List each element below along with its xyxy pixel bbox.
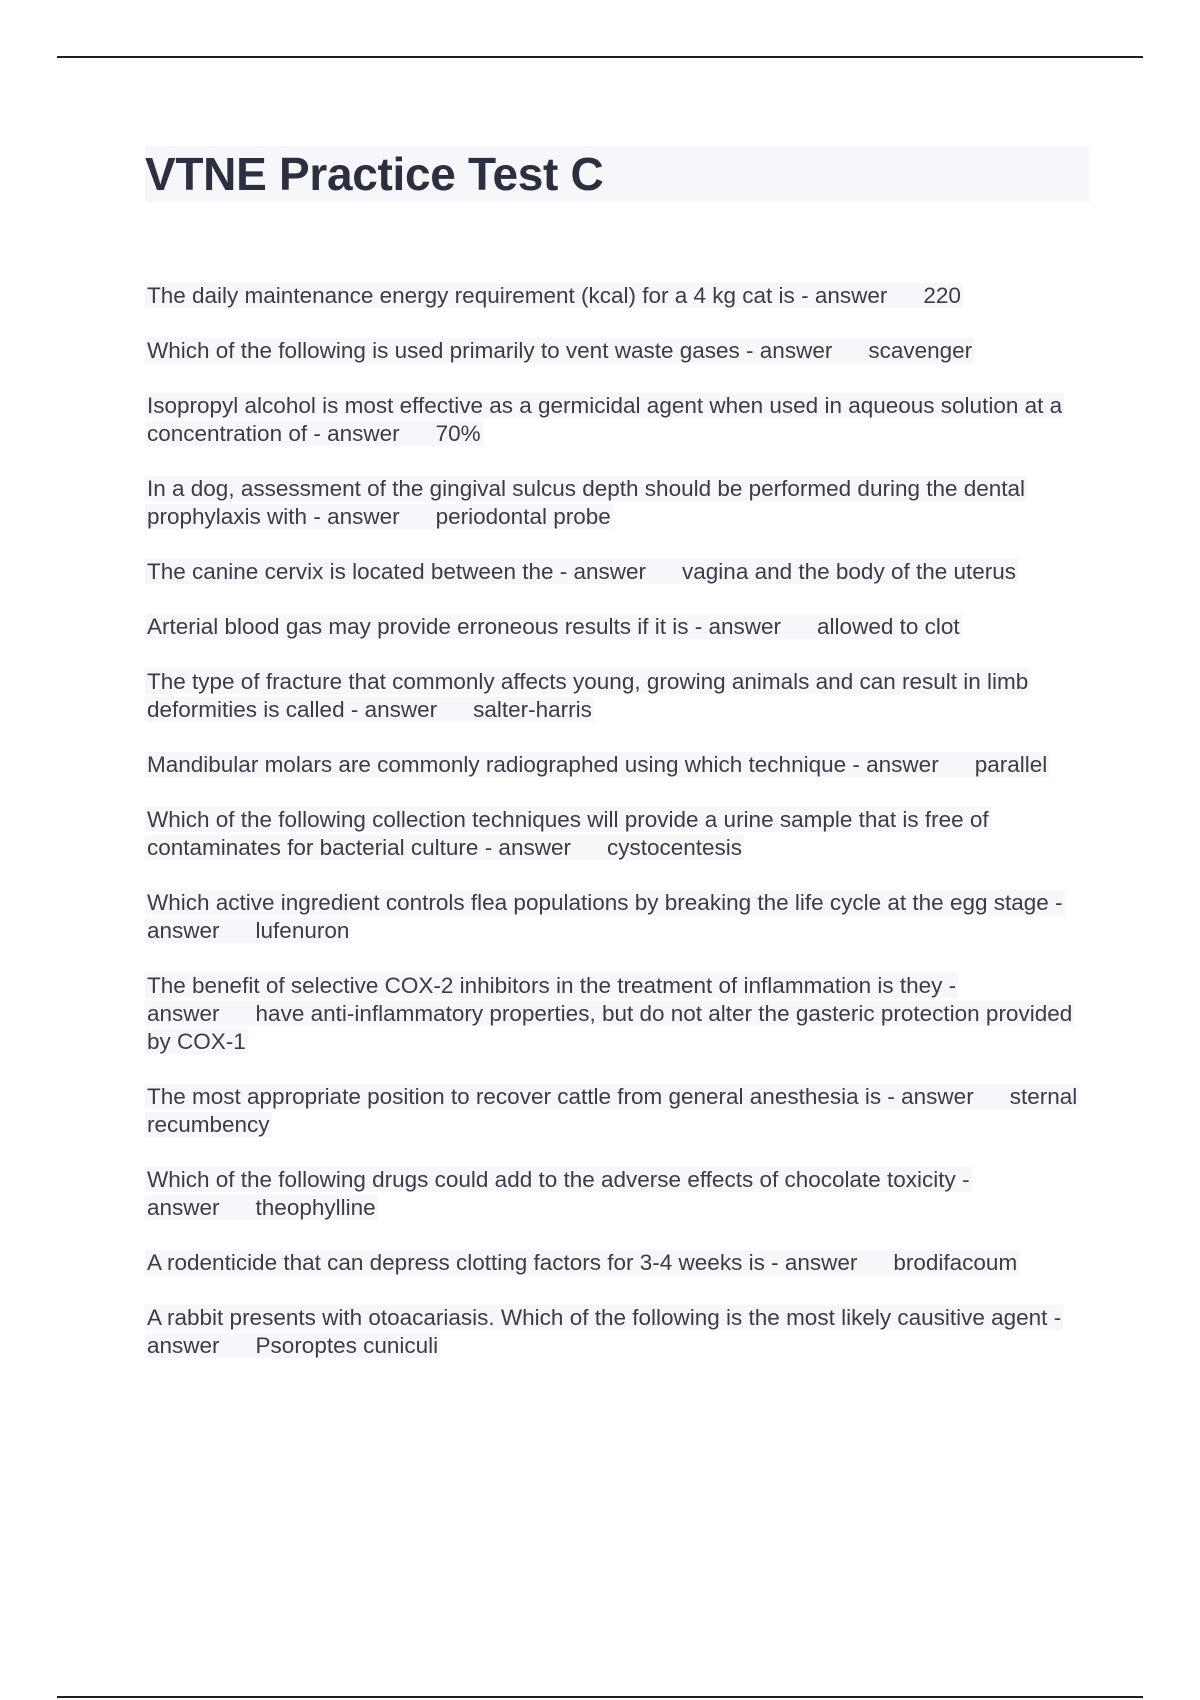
answer-text: parallel — [974, 752, 1048, 777]
qa-item — [145, 1166, 1089, 1222]
answer-label: - answer — [147, 1167, 970, 1220]
question-text: The type of fracture that commonly affects young, growing animals and can result in limb deformities is called — [147, 669, 1029, 722]
answer-label: - answer — [147, 973, 957, 1026]
qa-item — [145, 668, 1089, 724]
qa-item — [145, 1304, 1089, 1360]
qa-item — [145, 392, 1089, 448]
qa-text — [145, 752, 1049, 777]
qa-text — [145, 807, 991, 860]
answer-label: - answer — [771, 1250, 858, 1275]
qa-text — [145, 559, 1018, 584]
qa-text — [145, 973, 1074, 1054]
qa-text — [145, 614, 962, 639]
qa-text — [145, 1250, 1019, 1275]
question-text: In a dog, assessment of the gingival sulcus depth should be performed during the dental prophylaxis with — [147, 476, 1026, 529]
qa-item — [145, 972, 1089, 1056]
question-list — [145, 282, 1089, 1360]
qa-text — [145, 669, 1030, 722]
question-text: Arterial blood gas may provide erroneous results if it is — [147, 614, 689, 639]
answer-text: theophylline — [255, 1195, 376, 1220]
answer-label: - answer — [801, 283, 888, 308]
qa-item — [145, 282, 1089, 310]
answer-label: - answer — [147, 890, 1063, 943]
question-text: A rodenticide that can depress clotting factors for 3-4 weeks is — [147, 1250, 765, 1275]
answer-text: 70% — [435, 421, 481, 446]
qa-item — [145, 337, 1089, 365]
answer-label: - answer — [350, 697, 438, 722]
qa-text — [145, 1305, 1063, 1358]
answer-text: sternal recumbency — [147, 1084, 1078, 1137]
answer-label: - answer — [484, 835, 571, 860]
answer-text: Psoroptes cuniculi — [255, 1333, 439, 1358]
qa-text — [145, 393, 1064, 446]
question-text: Mandibular molars are commonly radiographed using which technique — [147, 752, 847, 777]
answer-label: - answer — [559, 559, 647, 584]
answer-text: cystocentesis — [606, 835, 743, 860]
qa-text — [145, 890, 1065, 943]
answer-label: - answer — [852, 752, 939, 777]
document-body — [145, 146, 1089, 1387]
top-rule — [57, 56, 1143, 58]
qa-item — [145, 475, 1089, 531]
answer-label: - answer — [147, 1305, 1062, 1358]
question-text: The benefit of selective COX-2 inhibitors in the treatment of inflammation is they — [147, 973, 943, 998]
answer-text: scavenger — [868, 338, 973, 363]
qa-item — [145, 558, 1089, 586]
answer-text: allowed to clot — [817, 614, 960, 639]
qa-text — [145, 476, 1027, 529]
answer-text: vagina and the body of the uterus — [682, 559, 1017, 584]
question-text: A rabbit presents with otoacariasis. Which of the following is the most likely causitive agent — [147, 1305, 1048, 1330]
question-text: The canine cervix is located between the — [147, 559, 554, 584]
answer-text: periodontal probe — [435, 504, 611, 529]
qa-item — [145, 613, 1089, 641]
qa-item — [145, 889, 1089, 945]
question-text: Which of the following is used primarily to vent waste gases — [147, 338, 740, 363]
answer-text: 220 — [923, 283, 961, 308]
question-text: Which of the following collection techniques will provide a urine sample that is free of contaminates for bacterial culture — [147, 807, 989, 860]
question-text: Which of the following drugs could add to the adverse effects of chocolate toxicity — [147, 1167, 956, 1192]
qa-text — [145, 338, 974, 363]
qa-item — [145, 751, 1089, 779]
qa-item — [145, 1083, 1089, 1139]
qa-item — [145, 1249, 1089, 1277]
answer-label: - answer — [887, 1084, 974, 1109]
answer-label: - answer — [313, 421, 400, 446]
qa-text — [145, 1084, 1079, 1137]
page-title: VTNE Practice Test C — [145, 148, 604, 200]
answer-label: - answer — [694, 614, 782, 639]
title-band — [145, 146, 1089, 202]
question-text: Which active ingredient controls flea populations by breaking the life cycle at the egg stage — [147, 890, 1049, 915]
question-text: Isopropyl alcohol is most effective as a germicidal agent when used in aqueous solution at a concentration of — [147, 393, 1063, 446]
answer-text: salter-harris — [473, 697, 592, 722]
bottom-rule — [57, 1696, 1143, 1698]
answer-label: - answer — [746, 338, 833, 363]
qa-item — [145, 806, 1089, 862]
answer-text: lufenuron — [255, 918, 350, 943]
qa-text — [145, 1167, 972, 1220]
answer-text: brodifacoum — [893, 1250, 1018, 1275]
qa-text — [145, 283, 963, 308]
answer-label: - answer — [313, 504, 400, 529]
answer-text: have anti-inflammatory properties, but do not alter the gasteric protection provided by COX-1 — [147, 1001, 1073, 1054]
question-text: The daily maintenance energy requirement (kcal) for a 4 kg cat is — [147, 283, 795, 308]
question-text: The most appropriate position to recover cattle from general anesthesia is — [147, 1084, 882, 1109]
